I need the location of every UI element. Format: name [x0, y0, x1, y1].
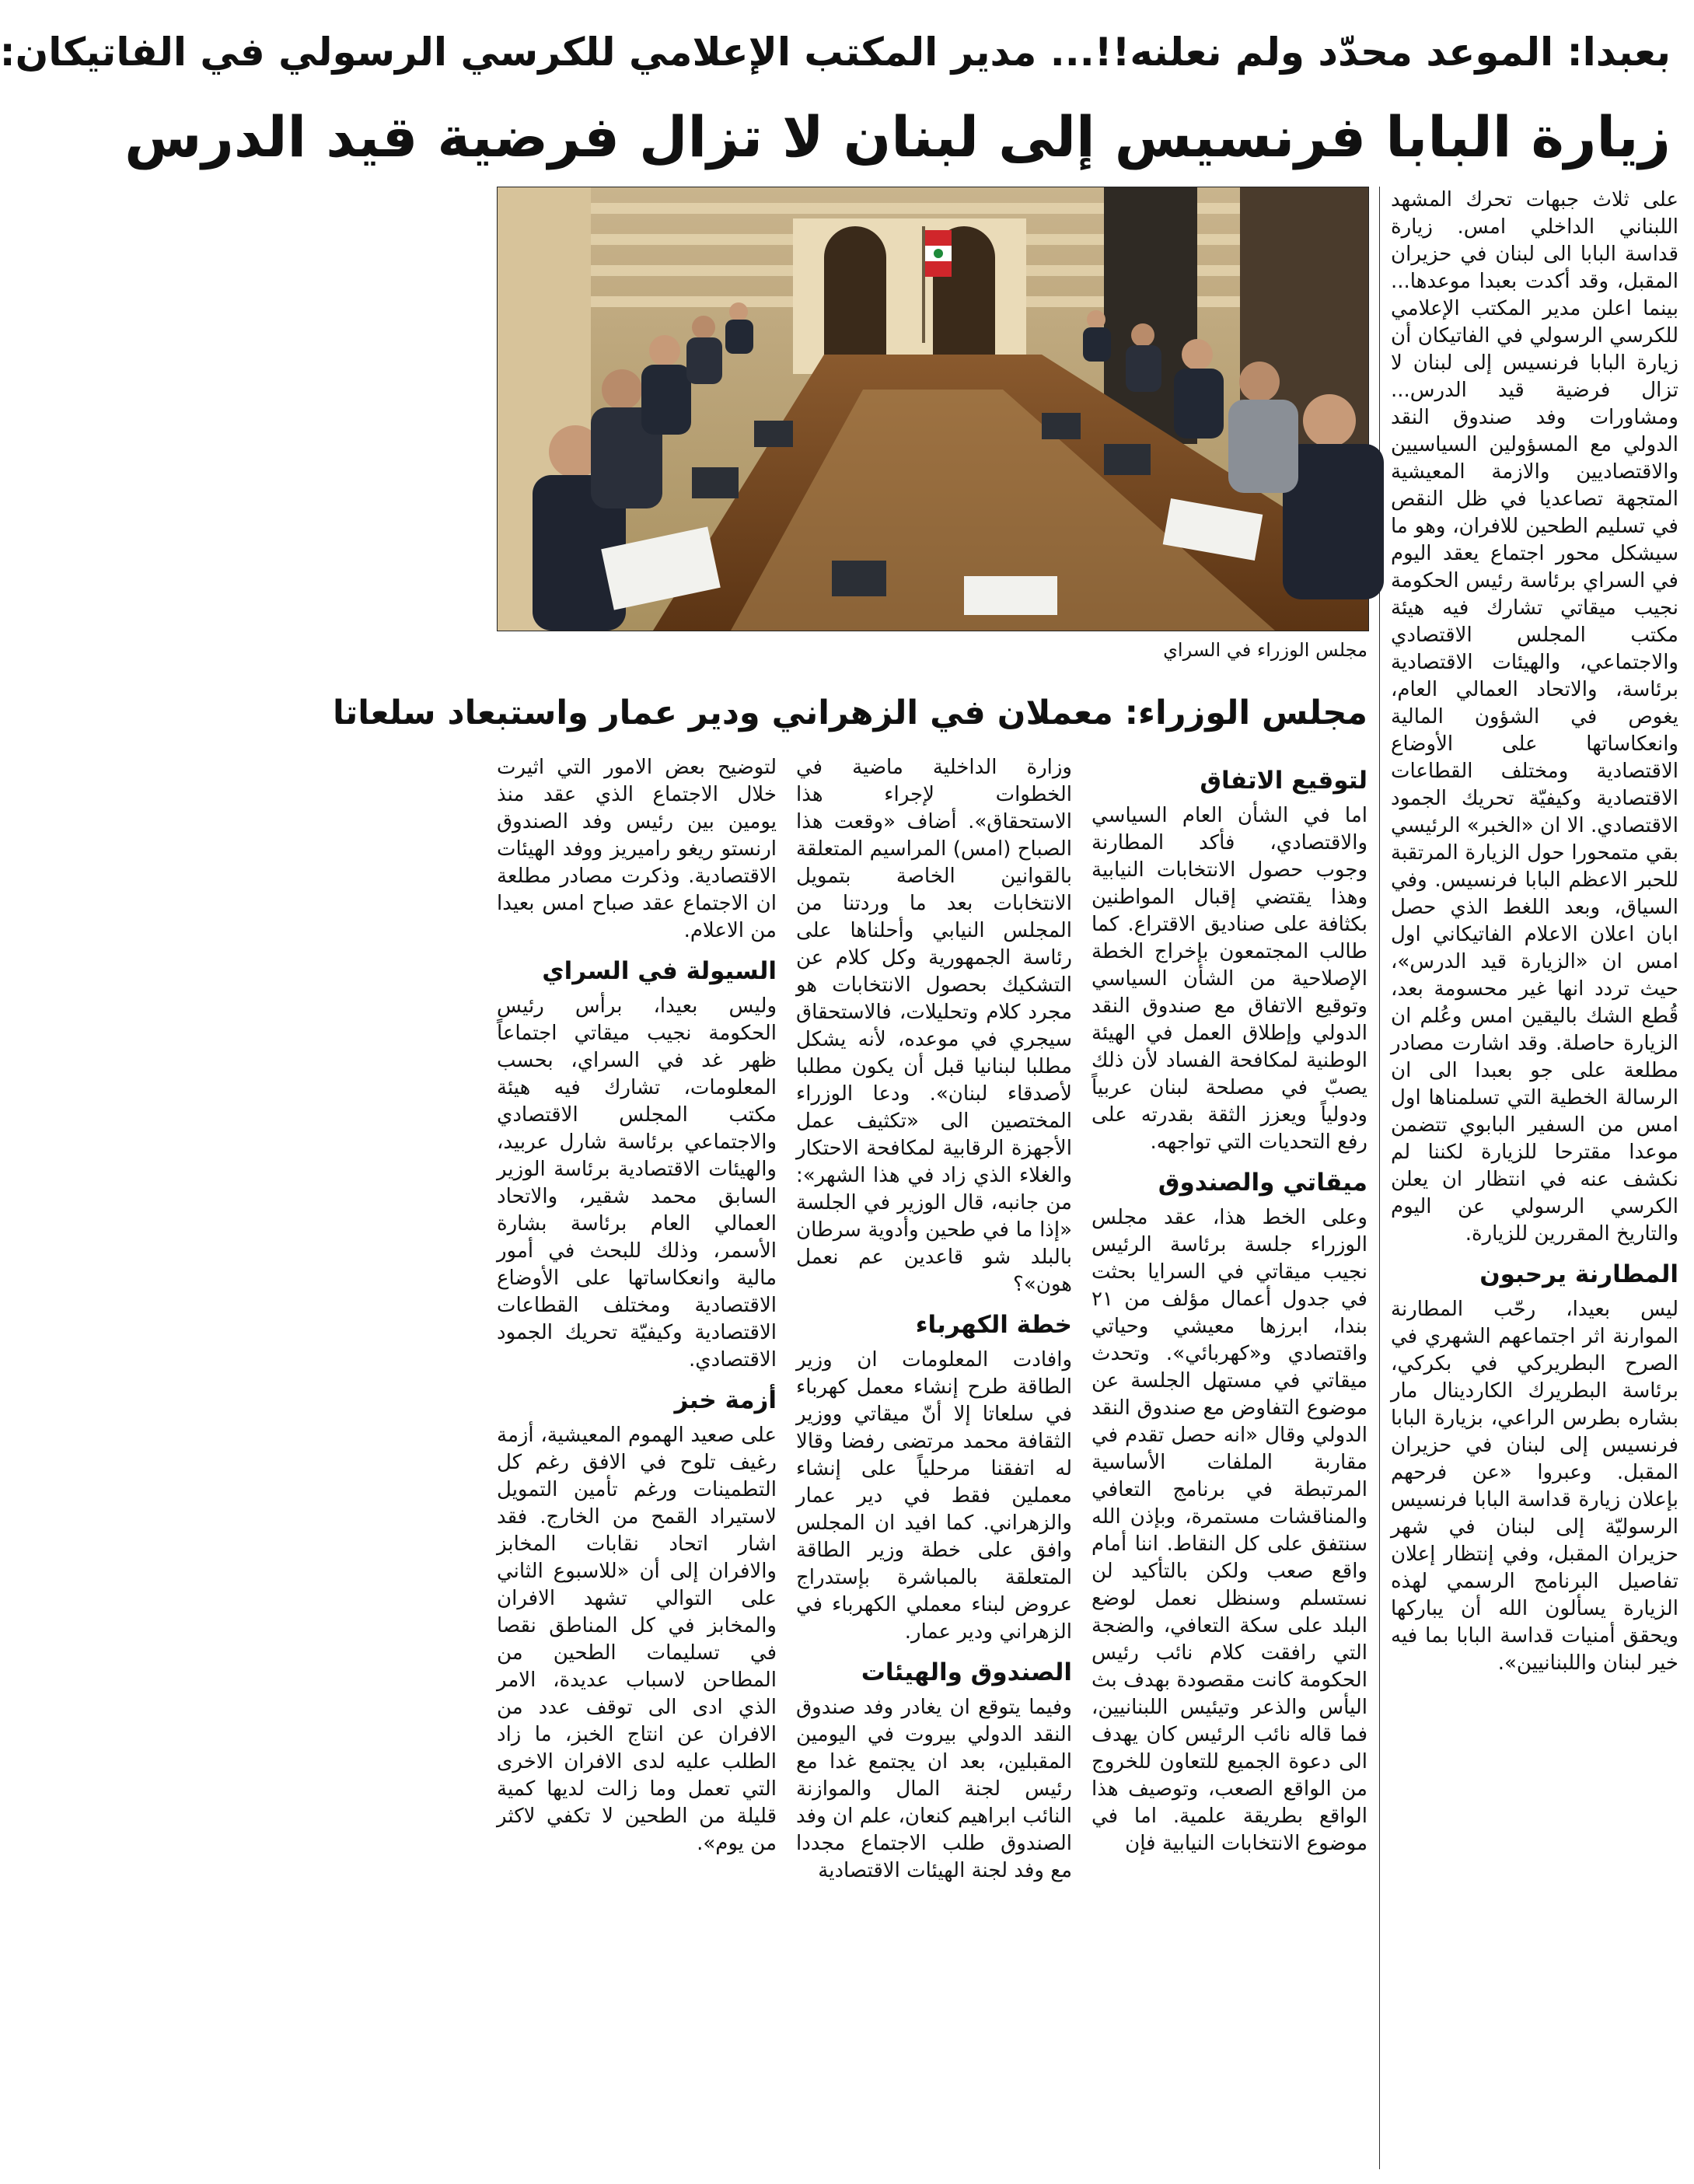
photo-caption: مجلس الوزراء في السراي: [1163, 639, 1367, 661]
article-paragraph: وزارة الداخلية ماضية في الخطوات لإجراء هذا الاستحقاق». أضاف «وقعت هذا الصباح (امس) المراسيم المتعلقة بالقوانين الخاصة بتمويل الانتخابات بعد ما وردتنا من المجلس النيابي وأحلناها على رئاسة الجمهورية وكل كلام عن التشكيك بحصول الانتخابات هو مجرد كلام وتحليلات، فالاستحقاق سيجري في موعده، لأنه يشكل مطلبا لبنانيا قبل أن يكون مطلبا لأصدقاء لبنان». ودعا الوزراء المختصين الى «تكثيف عمل الأجهزة الرقابية لمكافحة الاحتكار والغلاء الذي زاد في هذا الشهر»: من جانبه، قال الوزير في الجلسة «إذا ما في طحين وأدوية سرطان بالبلد شو قاعدين عم نعمل هون»؟: [796, 756, 1072, 1296]
headline-kicker: بعبدا: الموعد محدّد ولم نعلنه!!... مدير المكتب الإعلامي للكرسي الرسولي في الفاتيكان:: [0, 30, 1671, 75]
article-paragraph: على ثلاث جبهات تحرك المشهد اللبناني الداخلي امس. زيارة قداسة البابا الى لبنان في حزيران المقبل، وقد أكدت بعبدا موعدها... بينما اعلن مدير المكتب الإعلامي للكرسي الرسولي في الفاتيكان أن زيارة البابا فرنسيس إلى لبنان لا تزال فرضية قيد الدرس... ومشاورات وفد صندوق النقد الدولي مع المسؤولين السياسيين والاقتصاديين والازمة المعيشية المتجهة تصاعديا في ظل النقص في تسليم الطحين للافران، وهو ما سيشكل محور اجتماع يعقد اليوم في السراي برئاسة رئيس الحكومة نجيب ميقاتي تشارك فيه هيئة مكتب المجلس الاقتصادي والاجتماعي، والهيئات الاقتصادية برئاسة، والاتحاد العمالي العام، يغوص في الشؤون المالية وانعكاساتها على الأوضاع الاقتصادية ومختلف القطاعات الاقتصادية وكيفيّة تحريك الجمود الاقتصادي. الا ان «الخبر» الرئيسي بقي متمحورا حول الزيارة المرتقبة للحبر الاعظم البابا فرنسيس. وفي السياق، وبعد اللغط الذي حصل ابان اعلان الاعلام الفاتيكاني اول امس ان «الزيارة قيد الدرس»، حيث تردد انها غير محسومة بعد، قُطع الشك باليقين امس وعُلم ان الزيارة حاصلة. وقد اشارت مصادر مطلعة على جو بعبدا الى ان الرسالة الخطية التي تسلمناها اول امس من السفير البابوي تتضمن موعدا مقترحا للزيارة لكننا لم نكشف عنه في انتظار ان يعلن الكرسي الرسولي عن اليوم والتاريخ المقررين للزيارة.: [1391, 188, 1678, 1246]
article-paragraph: اما في الشأن العام السياسي والاقتصادي، فأكد المطارنة وجوب حصول الانتخابات النيابية وهذا يقتضي إقبال المواطنين بكثافة على صناديق الاقتراع. كما طالب المجتمعون بإخراج الخطة الإصلاحية من الشأن السياسي وتوقيع الاتفاق مع صندوق النقد الدولي وإطلاق العمل في الهيئة الوطنية لمكافحة الفساد لأن ذلك يصبّ في مصلحة لبنان عربياً ودولياً ويعزز الثقة بقدرته على رفع التحديات التي تواجهه.: [1091, 804, 1367, 1154]
article-paragraph: لتوضيح بعض الامور التي اثيرت خلال الاجتماع الذي عقد منذ يومين بين رئيس وفد الصندوق ارنستو ريغو راميريز ووفد الهيئات الاقتصادية. وذكرت مصادر مطلعة ان الاجتماع عقد صباح امس بعيدا من الاعلام.: [497, 756, 777, 942]
article-paragraph: ليس بعيدا، رحّب المطارنة الموارنة اثر اجتماعهم الشهري في الصرح البطريركي في بكركي، برئاسة البطريرك الكاردينال مار بشاره بطرس الراعي، بزيارة البابا فرنسيس إلى لبنان في حزيران المقبل. وعبروا «عن فرحهم بإعلان زيارة قداسة البابا فرنسيس الرسوليّة إلى لبنان في شهر حزيران المقبل، وفي إنتظار إعلان تفاصيل البرنامج الرسمي لهذه الزيارة يسألون الله أن يباركها ويحقق أمنيات قداسة البابا بما فيه خير لبنان واللبنانيين».: [1391, 1298, 1678, 1675]
cabinet-meeting-photo: [497, 187, 1369, 631]
article-paragraph: وافادت المعلومات ان وزير الطاقة طرح إنشاء معمل كهرباء في سلعاتا إلا أنّ ميقاتي ووزير الثقافة محمد مرتضى رفضا وقالا له اتفقنا مرحلياً على إنشاء معملين فقط في دير عمار والزهراني. كما افيد ان المجلس وافق على خطة وزير الطاقة المتعلقة بالمباشرة بإستدراج عروض لبناء معملي الكهرباء في الزهراني ودير عمار.: [796, 1348, 1072, 1644]
subheading-mikati-fund: ميقاتي والصندوق: [1158, 1169, 1367, 1197]
subheading-liquidity: السيولة في السراي: [542, 957, 777, 985]
article-paragraph: وليس بعيدا، برأس رئيس الحكومة نجيب ميقاتي اجتماعاً ظهر غد في السراي، بحسب المعلومات، تشارك فيه هيئة مكتب المجلس الاقتصادي والاجتماعي برئاسة شارل عربيد، والهيئات الاقتصادية برئاسة الوزير السابق محمد شقير، والاتحاد العمالي العام برئاسة بشارة الأسمر، وذلك للبحث في أمور مالية وانعكاساتها على الأوضاع الاقتصادية ومختلف القطاعات الاقتصادية وكيفيّة تحريك الجمود الاقتصادي.: [497, 994, 777, 1372]
article-paragraph: وعلى الخط هذا، عقد مجلس الوزراء جلسة برئاسة الرئيس نجيب ميقاتي في السرايا بحثت في جدول أعمال مؤلف من ٢١ بندا، ابرزها معيشي وحياتي واقتصادي و«كهربائي». وتحدث ميقاتي في مستهل الجلسة عن موضوع التفاوض مع صندوق النقد الدولي وقال «انه حصل تقدم في مقاربة الملفات الأساسية المرتبطة في برنامج التعافي والمناقشات مستمرة، وبإذن الله سنتفق على كل النقاط. اننا أمام واقع صعب ولكن بالتأكيد لن نستسلم وسنظل نعمل لوضع البلد على سكة التعافي، والضجة التي رافقت كلام نائب رئيس الحكومة كانت مقصودة بهدف بث اليأس والذعر وتيئيس اللبنانيين، فما قاله نائب الرئيس كان يهدف الى دعوة الجميع للتعاون للخروج من الواقع الصعب، وتوصيف هذا الواقع بطريقة علمية. اما في موضوع الانتخابات النيابية فإن: [1091, 1206, 1367, 1855]
subheading-fund-bodies: الصندوق والهيئات: [861, 1658, 1072, 1686]
article-column-3: [796, 754, 1072, 2169]
subheading-electricity: خطة الكهرباء: [915, 1311, 1072, 1339]
photo-illustration: [498, 187, 1368, 631]
cabinet-headline: مجلس الوزراء: معملان في الزهراني ودير عمار واستبعاد سلعاتا: [333, 694, 1367, 732]
article-column-4: [497, 754, 777, 2169]
article-paragraph: وفيما يتوقع ان يغادر وفد صندوق النقد الدولي بيروت في اليومين المقبلين، بعد ان يجتمع غدا مع رئيس لجنة المال والموازنة النائب ابراهيم كنعان، علم ان وفد الصندوق طلب الاجتماع مجددا مع وفد لجنة الهيئات الاقتصادية: [796, 1696, 1072, 1882]
article-paragraph: على صعيد الهموم المعيشية، أزمة رغيف تلوح في الافق رغم كل التطمينات ورغم تأمين التمويل لاستيراد القمح من الخارج. فقد اشار اتحاد نقابات المخابز والافران إلى أن «للاسبوع الثاني على التوالي تشهد الافران والمخابز في كل المناطق نقصا في تسليمات الطحين من المطاحن لاسباب عديدة، الامر الذي ادى الى توقف عدد من الافران عن انتاج الخبز، ما زاد الطلب عليه لدى الافران الاخرى التي تعمل وما زالت لديها كمية قليلة من الطحين لا تكفي لاكثر من يوم».: [497, 1424, 777, 1855]
headline-main: زيارة البابا فرنسيس إلى لبنان لا تزال فرضية قيد الدرس: [124, 104, 1671, 169]
subheading-agreement: لتوقيع الاتفاق: [1200, 767, 1367, 795]
article-column-1: [1391, 187, 1678, 2169]
article-column-2: [1091, 754, 1367, 2169]
subheading-bishops: المطارنة يرحبون: [1479, 1260, 1678, 1288]
subheading-bread-crisis: أزمة خبز: [674, 1386, 777, 1414]
arched-window: [824, 226, 886, 366]
